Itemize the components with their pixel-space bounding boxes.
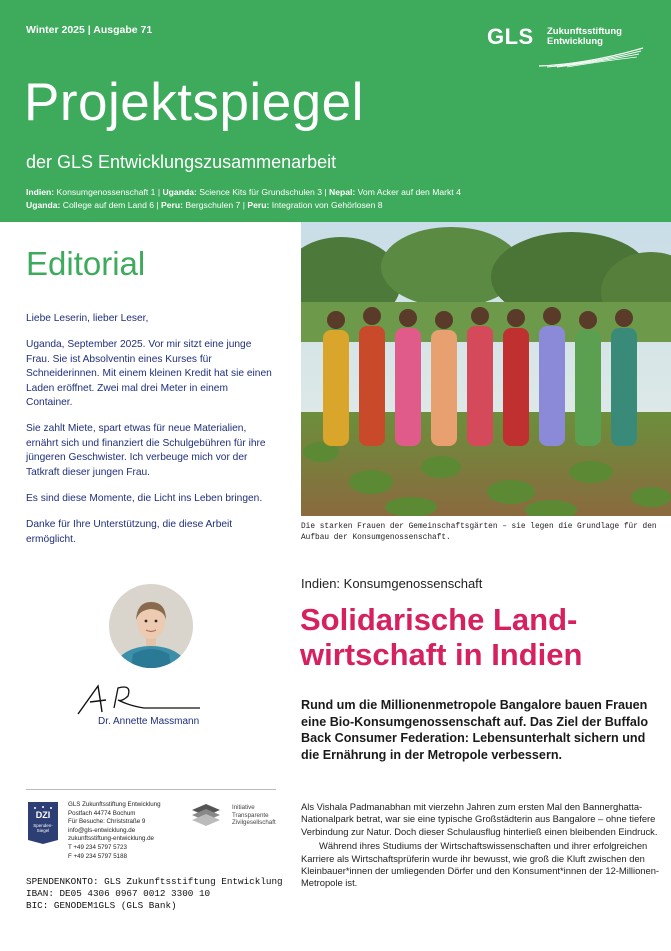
logo-line-1: Zukunftsstiftung — [547, 26, 622, 37]
toc-topic[interactable]: Bergschulen 7 | — [183, 200, 248, 210]
table-of-contents-line-2 — [26, 200, 383, 210]
transparency-line: Zivilgesellschaft — [232, 819, 276, 827]
body-paragraph: Als Vishala Padmanabhan mit vierzehn Jahren zum ersten Mal den Bannerghatta-Nationalpark betrat, war sie eine typische Großstädterin aus Bangalore – ohne tiefere Verbindung zur Natur. Doch dieser Schulausflug hinterließ einen bleibenden Eindruck. — [301, 801, 658, 837]
article-headline — [300, 602, 582, 672]
editorial-paragraph: Liebe Leserin, lieber Leser, — [26, 313, 149, 324]
article-kicker: Indien: Konsumgenossenschaft — [301, 576, 483, 591]
bank-details — [26, 876, 283, 912]
publication-title: Projektspiegel — [24, 73, 364, 132]
toc-country: Nepal: — [329, 187, 356, 197]
iban-line: IBAN: DE05 4306 0967 0012 3300 10 — [26, 888, 211, 899]
address-line: Für Besuche: Christstraße 9 — [68, 818, 146, 826]
table-of-contents-line-1 — [26, 187, 461, 197]
signature — [74, 678, 204, 718]
address-block — [68, 801, 161, 861]
toc-topic[interactable]: Vom Acker auf den Markt 4 — [355, 187, 461, 197]
transparency-line: Transparente — [232, 811, 269, 819]
address-line: Postfach 44774 Bochum — [68, 809, 136, 817]
website-link[interactable]: zukunftsstiftung-entwicklung.de — [68, 835, 154, 843]
gls-logo — [487, 22, 647, 66]
toc-country: Peru: — [247, 200, 270, 210]
svg-text:DZI: DZI — [35, 810, 51, 820]
toc-topic[interactable]: Integration von Gehörlosen 8 — [269, 200, 383, 210]
phone-line: T +49 234 5797 5723 — [68, 843, 127, 851]
headline-line: wirtschaft in Indien — [300, 637, 583, 672]
transparency-initiative-icon — [188, 802, 224, 828]
bank-line: SPENDENKONTO: GLS Zukunftsstiftung Entwicklung — [26, 876, 283, 887]
toc-country: Uganda: — [26, 200, 61, 210]
article-body — [301, 801, 663, 890]
author-portrait — [109, 584, 193, 668]
editorial-paragraph: Uganda, September 2025. Vor mir sitzt eine junge Frau. Sie ist Absolventin eines Kurses für Schneiderinnen. Mit einem kleinen Kredit hat sie einen Laden eröffnet. Zwei mal drei Meter in einem Container. — [26, 339, 272, 409]
svg-text:Spenden-: Spenden- — [33, 823, 53, 828]
dzi-seal-icon — [26, 800, 60, 844]
bic-line: BIC: GENODEM1GLS (GLS Bank) — [26, 900, 177, 911]
divider — [26, 789, 276, 790]
toc-topic[interactable]: College auf dem Land 6 | — [60, 200, 162, 210]
toc-country: Peru: — [161, 200, 183, 210]
article-photo — [301, 222, 671, 516]
article-lead: Rund um die Millionenmetropole Bangalore bauen Frauen eine Bio-Konsumgenossenschaft auf. Das Ziel der Buffalo Back Consumer Federation: Lebensunterhalt sichern und die Ernährung in der Metropole verbessern. — [301, 698, 649, 762]
email-link[interactable]: info@gls-entwicklung.de — [68, 826, 136, 834]
editorial-text — [26, 312, 276, 559]
toc-topic[interactable]: Konsumgenossenschaft 1 | — [54, 187, 163, 197]
toc-topic[interactable]: Science Kits für Grundschulen 3 | — [196, 187, 330, 197]
logo-line-2: Entwicklung — [547, 36, 603, 47]
issue-label: Winter 2025 | Ausgabe 71 — [26, 24, 153, 36]
editorial-paragraph: Sie zahlt Miete, spart etwas für neue Materialien, ernährt sich und finanziert die Schulgebühren für ihre jüngeren Geschwister. Ich verbeuge mich vor der Tatkraft dieser jungen Frau. — [26, 423, 266, 478]
svg-text:Siegel: Siegel — [36, 828, 50, 833]
body-paragraph: Während ihres Studiums der Wirtschaftswissenschaften und ihrer erfolgreichen Karriere als Wirtschaftsprüferin wurde ihr bewusst, wie groß die Kluft zwischen den Kleinbauer*innen der umliegenden Dörfer und den Konsument*innen der 12-Millionen-Metropole ist. — [301, 840, 660, 889]
transparency-line: Initiative — [232, 804, 255, 811]
editorial-paragraph: Es sind diese Momente, die Licht ins Leben bringen. — [26, 493, 263, 505]
logo-swoosh-icon — [537, 46, 647, 68]
address-line: GLS Zukunftsstiftung Entwicklung — [68, 801, 161, 808]
toc-country: Uganda: — [162, 187, 197, 197]
publication-subtitle: der GLS Entwicklungszusammenarbeit — [26, 152, 337, 172]
toc-country: Indien: — [26, 187, 55, 197]
fax-line: F +49 234 5797 5188 — [68, 852, 128, 860]
transparency-initiative-label — [232, 804, 276, 827]
editorial-paragraph: Danke für Ihre Unterstützung, die diese Arbeit ermöglicht. — [26, 519, 233, 545]
masthead — [0, 0, 671, 222]
headline-line: Solidarische Land- — [300, 602, 578, 637]
editorial-heading: Editorial — [26, 245, 146, 282]
author-name: Dr. Annette Massmann — [98, 716, 200, 727]
photo-caption: Die starken Frauen der Gemeinschaftsgärten – sie legen die Grundlage für den Aufbau der Konsumgenossenschaft. — [301, 523, 657, 542]
logo-brand: GLS — [487, 24, 534, 49]
